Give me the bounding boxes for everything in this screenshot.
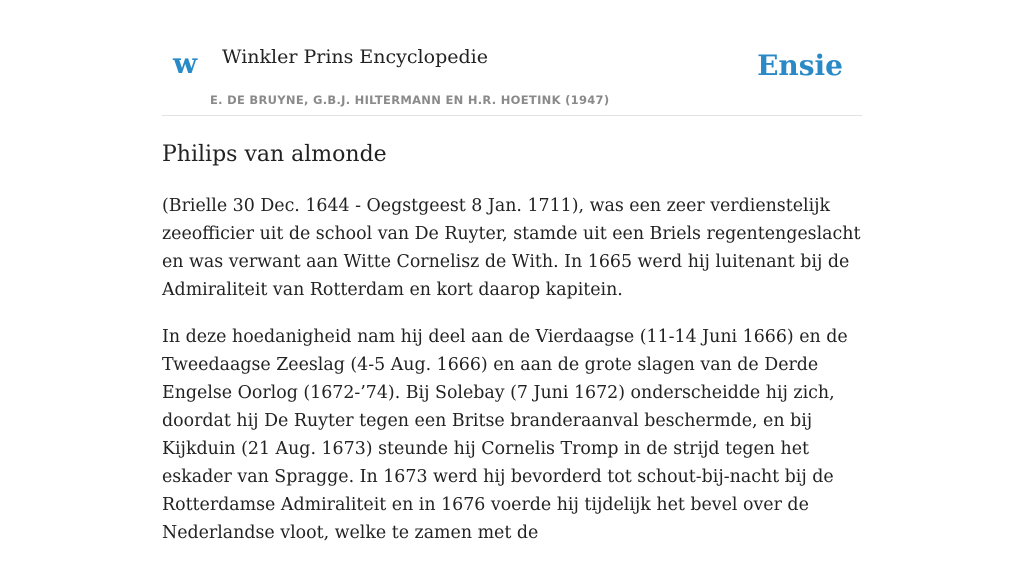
site-authors: E. DE BRUYNE, G.B.J. HILTERMANN EN H.R. HOETINK (1947)	[210, 93, 610, 107]
brand-logo[interactable]: Ensie	[757, 49, 843, 82]
site-header	[162, 0, 862, 116]
article-title: Philips van almonde	[162, 142, 387, 167]
site-title: Winkler Prins Encyclopedie	[222, 46, 488, 68]
article-body	[162, 192, 862, 547]
article-paragraph: In deze hoedanigheid nam hij deel aan de Vierdaagse (11-14 Juni 1666) en de Tweedaagse Zeeslag (4-5 Aug. 1666) en aan de grote slagen van de Derde Engelse Oorlog (1672-’74). Bij Solebay (7 Juni 1672) onderscheidde hij zich, doordat hij De Ruyter tegen een Britse branderaanval beschermde, en bij Kijkduin (21 Aug. 1673) steunde hij Cornelis Tromp in de strijd tegen het eskader van Spragge. In 1673 werd hij bevorderd tot schout-bij-nacht bij de Rotterdamse Admiraliteit en in 1676 voerde hij tijdelijk het bevel over de Nederlandse vloot, welke te zamen met de	[162, 327, 848, 543]
article-paragraph: (Brielle 30 Dec. 1644 - Oegstgeest 8 Jan. 1711), was een zeer verdienstelijk zeeofficier uit de school van De Ruyter, stamde uit een Briels regentengeslacht en was verwant aan Witte Cornelisz de With. In 1665 werd hij luitenant bij de Admiraliteit van Rotterdam en kort daarop kapitein.	[162, 196, 861, 300]
site-logo[interactable]: w	[173, 47, 198, 80]
article	[162, 140, 862, 566]
